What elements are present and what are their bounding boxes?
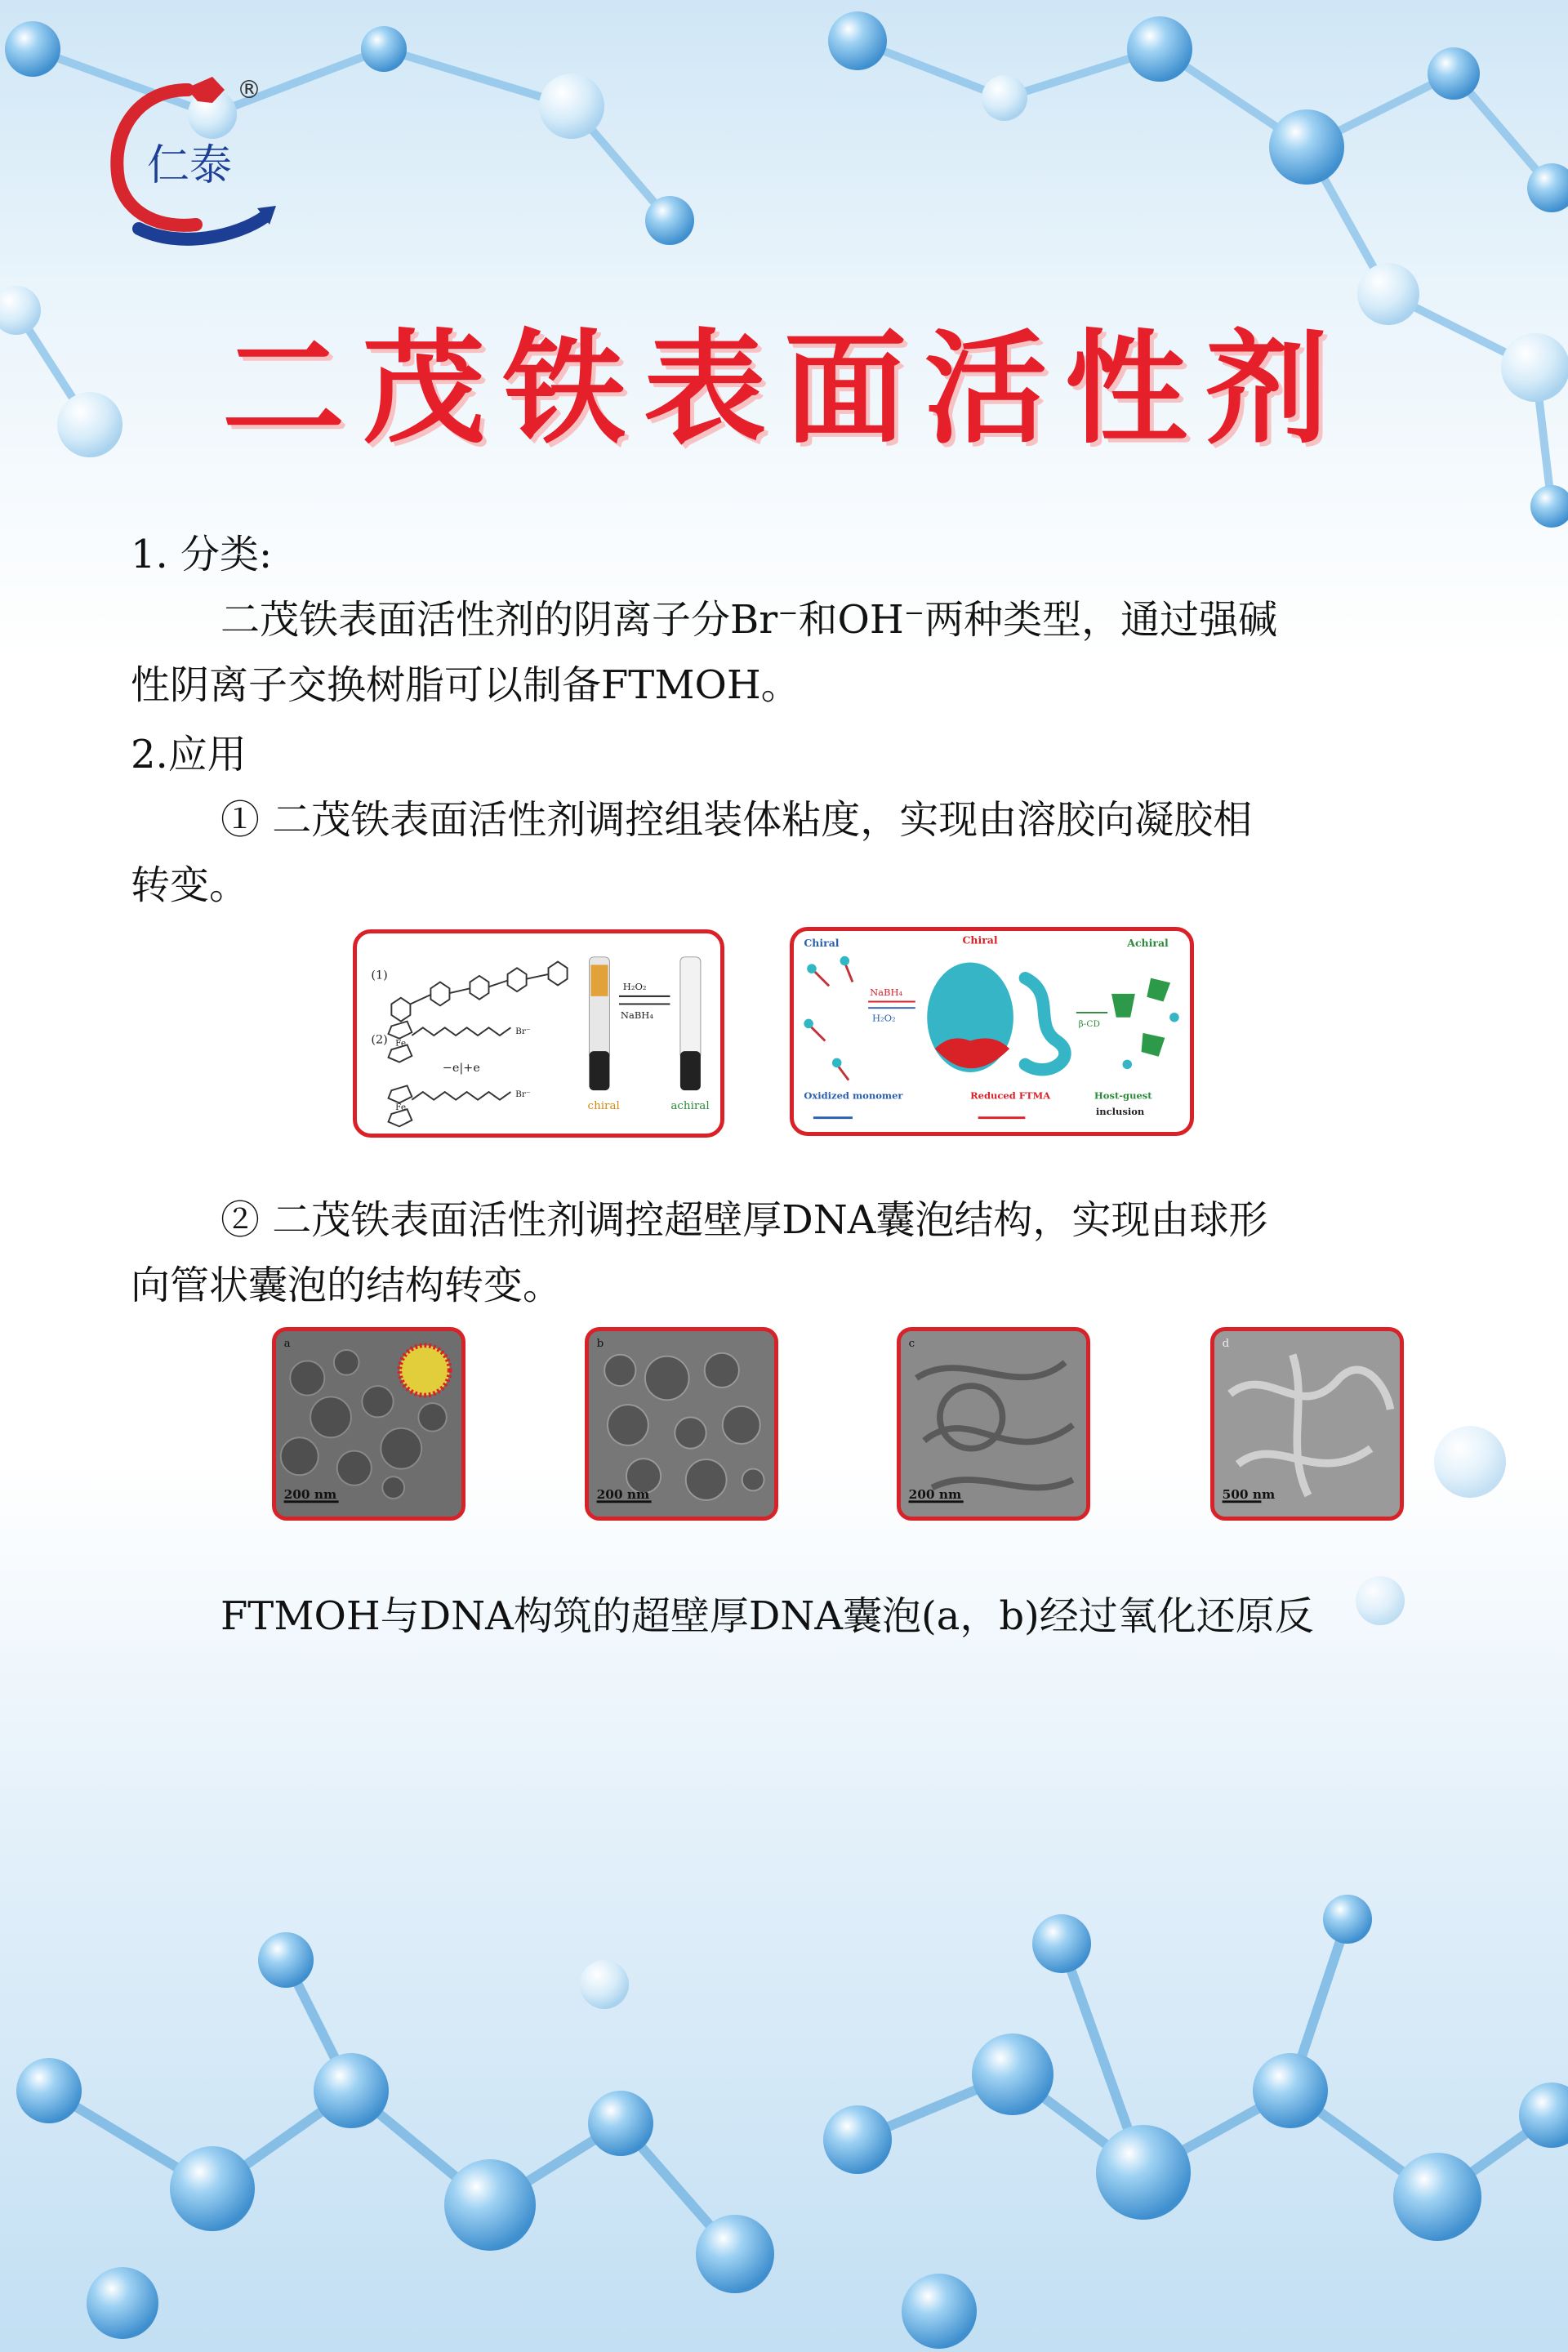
label-inclusion: inclusion: [1095, 1105, 1145, 1117]
section1-heading: 1. 分类:: [131, 532, 273, 577]
section1-line1: 二茂铁表面活性剂的阴离子分Br⁻和OH⁻两种类型，通过强碱: [220, 597, 1278, 643]
label-h2o2: H₂O₂: [871, 1012, 896, 1024]
brand-logo: [90, 65, 278, 253]
page-title: 二茂铁表面活性剂: [221, 318, 1346, 461]
section2-item2-line2: 向管状囊泡的结构转变。: [131, 1263, 563, 1308]
tem-image-a: [272, 1327, 466, 1521]
label-achiral-right: Achiral: [1127, 937, 1169, 950]
tem-d-scale: 500 nm: [1222, 1486, 1276, 1502]
label-nabh4: NaBH₄: [870, 986, 903, 998]
label-hostguest: Host-guest: [1094, 1089, 1152, 1102]
label-br-top: Br⁻: [515, 1026, 531, 1036]
label-chiral-top: Chiral: [962, 933, 998, 947]
label-oxidized: Oxidized monomer: [804, 1089, 903, 1102]
label-chiral: chiral: [587, 1100, 620, 1113]
tem-a-scale: 200 nm: [283, 1486, 337, 1502]
section2-item1-line2: 转变。: [131, 862, 249, 908]
label-fe-top: Fe: [395, 1038, 407, 1049]
section1-line2: 性阴离子交换树脂可以制备FTMOH。: [131, 662, 800, 708]
section2-heading: 2.应用: [131, 732, 247, 777]
figure-assembly-schematic: [790, 927, 1194, 1136]
logo-text: 仁泰: [147, 141, 233, 190]
tem-caption: FTMOH与DNA构筑的超壁厚DNA囊泡(a，b)经过氧化还原反: [220, 1593, 1314, 1639]
label-br-bottom: Br⁻: [515, 1089, 531, 1099]
label-fe-bottom: Fe: [395, 1102, 407, 1113]
tem-c-letter: c: [908, 1338, 915, 1351]
label-h2o2: H₂O₂: [622, 981, 647, 993]
tem-image-b: [585, 1327, 778, 1521]
tem-d-letter: d: [1222, 1338, 1230, 1351]
tem-b-letter: b: [596, 1338, 604, 1351]
label-bcd: β-CD: [1078, 1019, 1100, 1030]
section2-item2-line1: ② 二茂铁表面活性剂调控超壁厚DNA囊泡结构，实现由球形: [220, 1197, 1268, 1243]
tem-c-scale: 200 nm: [908, 1486, 962, 1502]
label-chiral-left: Chiral: [804, 937, 840, 950]
registered-mark: ®: [237, 76, 261, 105]
tem-image-d: [1210, 1327, 1404, 1521]
figure-structure-vials: [353, 929, 724, 1138]
tem-image-c: [897, 1327, 1090, 1521]
label-reduced: Reduced FTMA: [970, 1089, 1051, 1102]
section2-item1-line1: ① 二茂铁表面活性剂调控组装体粘度，实现由溶胶向凝胶相: [220, 797, 1253, 843]
tem-a-letter: a: [283, 1338, 291, 1351]
label-redox: −e|+e: [442, 1062, 480, 1076]
tem-b-scale: 200 nm: [596, 1486, 650, 1502]
label-nabh4: NaBH₄: [620, 1009, 653, 1021]
label-achiral: achiral: [670, 1100, 710, 1113]
label-one: (1): [371, 969, 388, 982]
label-two: (2): [371, 1033, 388, 1047]
